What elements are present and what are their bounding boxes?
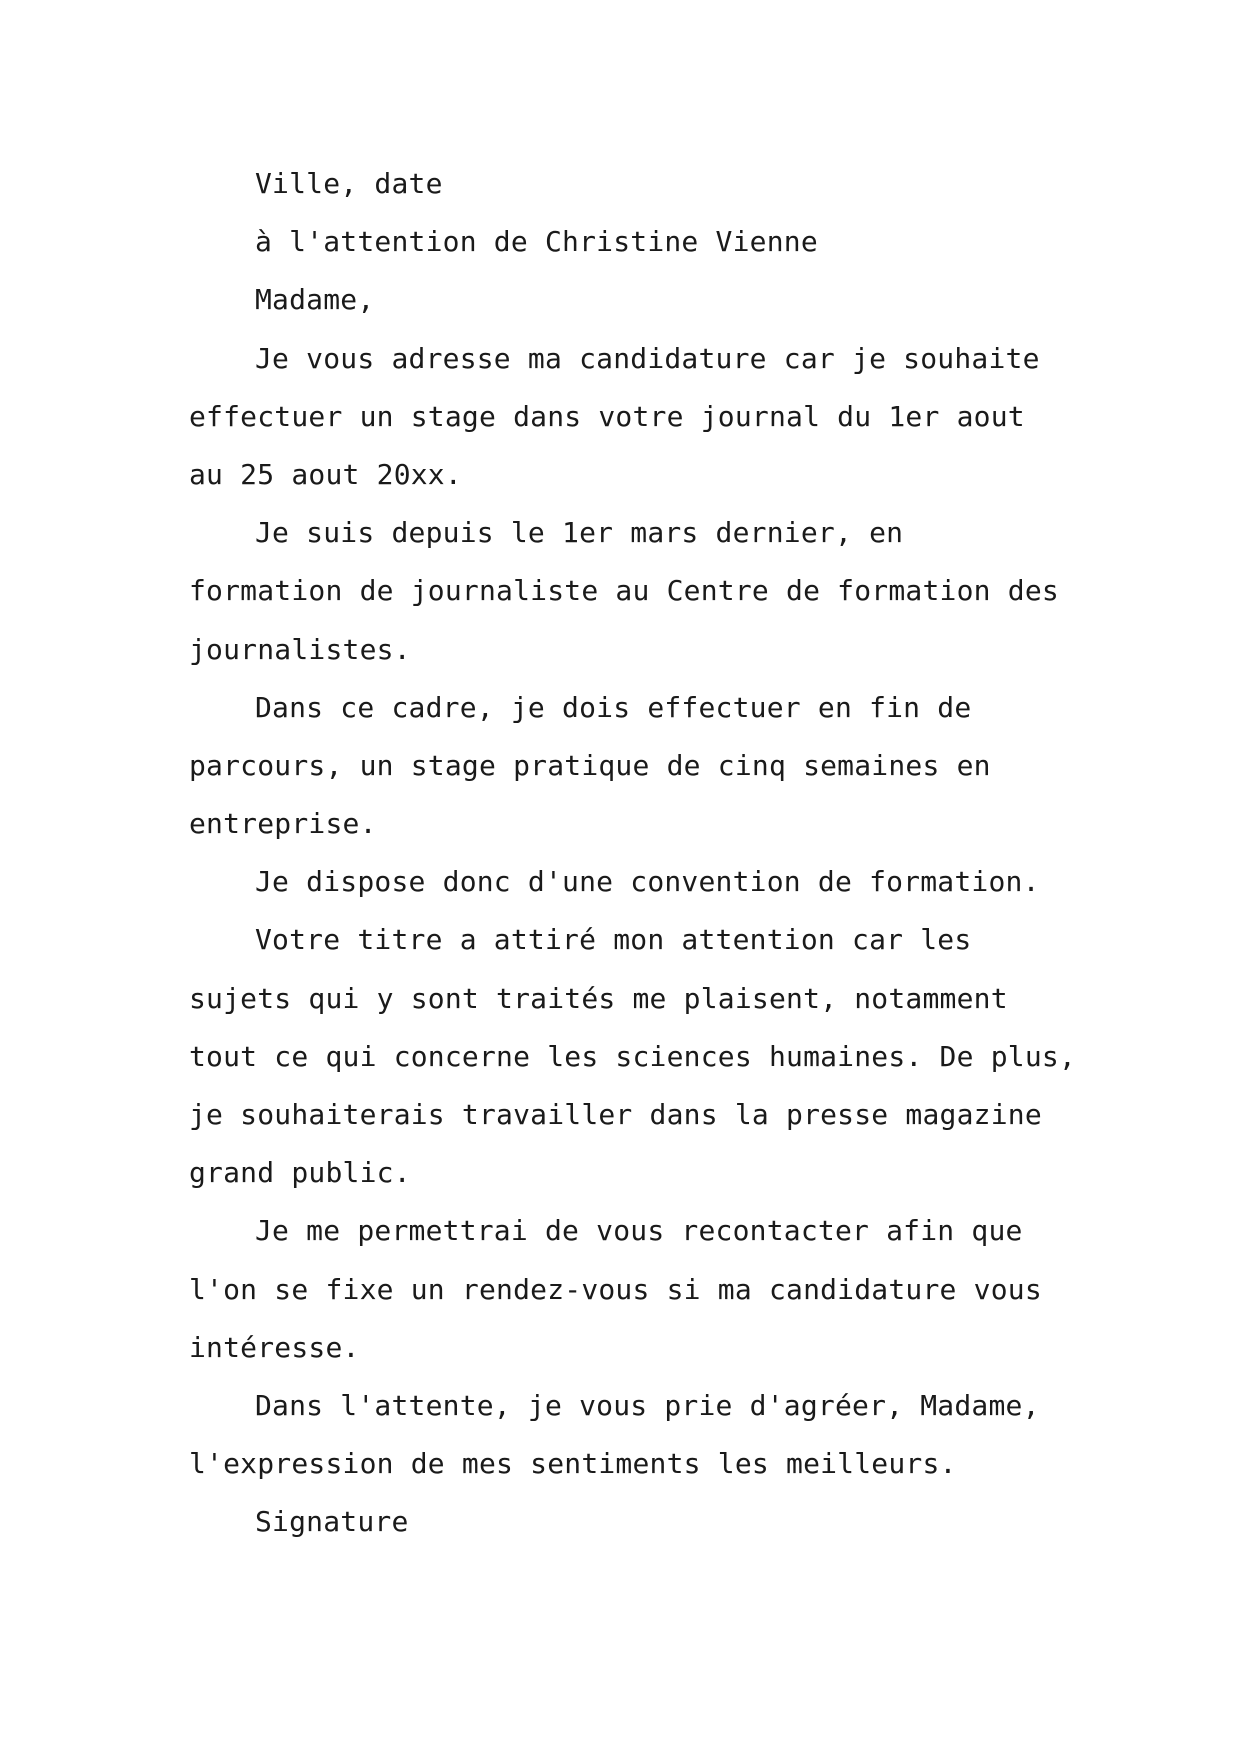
cover-letter <box>189 155 1076 1552</box>
paragraph-line: journalistes. <box>189 632 411 666</box>
salutation: Madame, <box>255 283 375 317</box>
paragraph-application <box>189 330 1054 505</box>
paragraph-line: au 25 aout 20xx. <box>189 457 462 491</box>
signature: Signature <box>255 1505 409 1539</box>
paragraph-line: Votre titre a attiré mon attention car les <box>255 923 972 957</box>
paragraph-text: Je vous adresse ma candidature car je souhaite <box>255 341 1040 375</box>
paragraph-line: Dans ce cadre, je dois effectuer en fin de <box>255 690 972 724</box>
paragraph-line: parcours, un stage pratique de cinq semaines en <box>189 748 991 782</box>
paragraph-internship <box>189 679 1054 854</box>
paragraph-line: tout ce qui concerne les sciences humaines. De plus, <box>189 1039 1076 1073</box>
place-date: Ville, date <box>255 167 443 200</box>
paragraph-line: je souhaiterais travailler dans la presse magazine <box>189 1098 1042 1131</box>
paragraph-line: intéresse. <box>189 1330 360 1364</box>
paragraph-line: grand public. <box>189 1156 411 1190</box>
paragraph-line: l'on se fixe un rendez-vous si ma candidature vous <box>189 1272 1042 1306</box>
paragraph-line: entreprise. <box>189 807 377 841</box>
paragraph-closing <box>189 1377 1054 1493</box>
paragraph-line: sujets qui y sont traités me plaisent, notamment <box>189 981 1008 1015</box>
attention-line: à l'attention de Christine Vienne <box>255 225 818 259</box>
paragraph-line: formation de journaliste au Centre de formation des <box>189 574 1059 608</box>
paragraph-line: l'expression de mes sentiments les meilleurs. <box>189 1447 957 1481</box>
paragraph-line: Dans l'attente, je vous prie d'agréer, Madame, <box>255 1388 1040 1422</box>
paragraph-line <box>189 330 1054 388</box>
paragraph-motivation <box>189 911 1076 1202</box>
paragraph-follow-up <box>189 1202 1054 1377</box>
paragraph-line: Je dispose donc d'une convention de formation. <box>255 865 1040 899</box>
paragraph-line: Je me permettrai de vous recontacter afin que <box>255 1214 1023 1248</box>
paragraph-training <box>189 504 1059 679</box>
paragraph-convention <box>189 853 1054 911</box>
paragraph-line: Je suis depuis le 1er mars dernier, en <box>255 516 904 550</box>
paragraph-line: effectuer un stage dans votre journal du 1er aout <box>189 399 1025 433</box>
